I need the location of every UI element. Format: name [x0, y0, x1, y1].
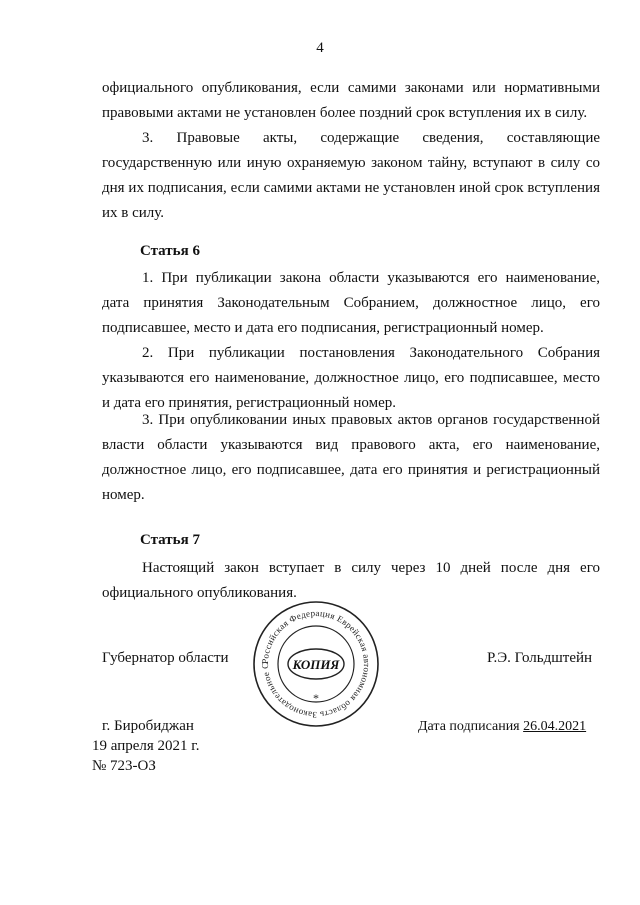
official-seal	[250, 598, 382, 730]
article-6-item-3: 3. При опубликовании иных правовых актов органов государственной власти области указываются вид правового акта, его наименование, должностное лицо, его подписавшее, дата его принятия и регистрационный номер.	[102, 412, 600, 503]
signature-name: Р.Э. Гольдштейн	[487, 650, 593, 666]
signature-position: Губернатор области	[102, 650, 229, 666]
footer-number: № 723-ОЗ	[92, 758, 156, 774]
page-number: 4	[316, 40, 324, 56]
seal-center-text: КОПИЯ	[292, 657, 340, 672]
footer-city: г. Биробиджан	[102, 718, 194, 734]
article-6-heading: Статья 6	[140, 243, 200, 259]
article-6-item-1: 1. При публикации закона области указываются его наименование, дата принятия Законодательным Собранием, должностное лицо, его подписавшее, место и дата его подписания, регистрационный номер.	[102, 270, 600, 336]
sign-date	[418, 719, 586, 735]
seal-star: *	[313, 691, 319, 705]
article-7-heading: Статья 7	[140, 532, 200, 548]
paragraph-item-3: 3. Правовые акты, содержащие сведения, составляющие государственную или иную охраняемую законом тайну, вступают в силу со дня их подписания, если самими актами не установлен иной срок вступления их в силу.	[102, 130, 600, 221]
seal-ring-text: Российская Федерация Еврейская автономная область Законодательное С	[259, 607, 373, 721]
footer-date: 19 апреля 2021 г.	[92, 738, 200, 754]
article-7-text: Настоящий закон вступает в силу через 10 дней после дня его официального опубликования.	[102, 560, 600, 601]
article-6-item-2: 2. При публикации постановления Законодательного Собрания указываются его наименование, должностное лицо, его подписавшее, место и дата его принятия, регистрационный номер.	[102, 345, 600, 411]
sign-date-value: 26.04.2021	[523, 719, 587, 734]
paragraph-continuation: официального опубликования, если самими законами или нормативными правовыми актами не установлен более поздний срок вступления их в силу.	[102, 80, 600, 121]
sign-date-label: Дата подписания	[418, 719, 520, 734]
